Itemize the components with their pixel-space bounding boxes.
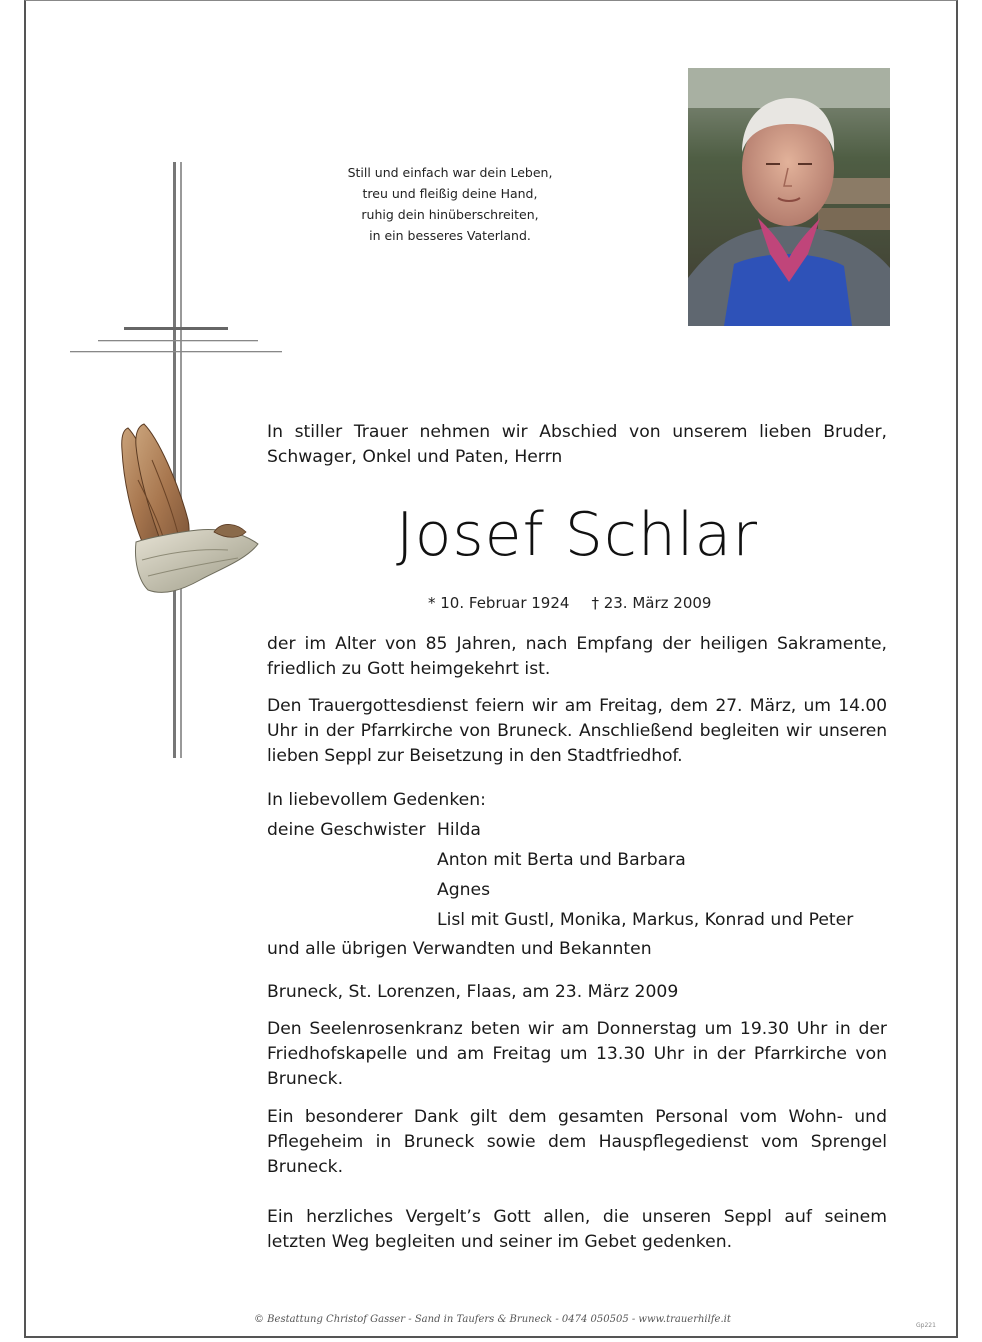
footer-credit: © Bestattung Christof Gasser - Sand in Taufers & Bruneck - 0474 050505 - www.trauerhilfe.it: [254, 1314, 731, 1325]
praying-hands-icon: [118, 420, 264, 606]
place-date: Bruneck, St. Lorenzen, Flaas, am 23. März 2009: [267, 982, 679, 1002]
poem-line: Still und einfach war dein Leben,: [347, 165, 553, 180]
mourner-name: Agnes: [437, 880, 491, 900]
funeral-text: Den Trauergottesdienst feiern wir am Freitag, dem 27. März, um 14.00 Uhr in der Pfarrkirche von Bruneck. Anschließend begleiten wir unseren lieben Seppl zur Beisetzung in den Stadtfriedhof.: [267, 696, 887, 766]
poem-line: treu und fleißig deine Hand,: [362, 186, 538, 201]
rosary-text: Den Seelenrosenkranz beten wir am Donnerstag um 19.30 Uhr in der Friedhofskapelle und am Freitag um 13.30 Uhr in der Pfarrkirche von Bruneck.: [267, 1019, 887, 1089]
mourner-name: Hilda: [437, 820, 481, 840]
intro-text: In stiller Trauer nehmen wir Abschied von unserem lieben Bruder, Schwager, Onkel und Paten, Herrn: [267, 422, 887, 467]
deceased-name: Josef Schlar: [396, 500, 758, 570]
poem: [330, 162, 570, 246]
poem-line: ruhig dein hinüberschreiten,: [361, 207, 539, 222]
mourners-heading: In liebevollem Gedenken:: [267, 790, 486, 810]
siblings-label: deine Geschwister: [267, 820, 426, 840]
birth-date: * 10. Februar 1924: [428, 594, 570, 612]
mourner-name: Anton mit Berta und Barbara: [437, 850, 686, 870]
closing-text: Ein herzliches Vergelt’s Gott allen, die unseren Seppl auf seinem letzten Weg begleiten und seiner im Gebet gedenken.: [267, 1207, 887, 1252]
portrait-photo: [688, 68, 890, 326]
life-dates: [428, 594, 733, 612]
mourner-name: Lisl mit Gustl, Monika, Markus, Konrad und Peter: [437, 910, 854, 930]
death-date: † 23. März 2009: [591, 594, 712, 612]
poem-line: in ein besseres Vaterland.: [369, 228, 531, 243]
template-code: Gp221: [916, 1322, 936, 1329]
other-mourners: und alle übrigen Verwandten und Bekannten: [267, 939, 652, 959]
thanks-text: Ein besonderer Dank gilt dem gesamten Personal vom Wohn- und Pflegeheim in Bruneck sowie dem Hauspflegedienst vom Sprengel Bruneck.: [267, 1107, 887, 1177]
age-text: der im Alter von 85 Jahren, nach Empfang der heiligen Sakramente, friedlich zu Gott heimgekehrt ist.: [267, 634, 887, 679]
